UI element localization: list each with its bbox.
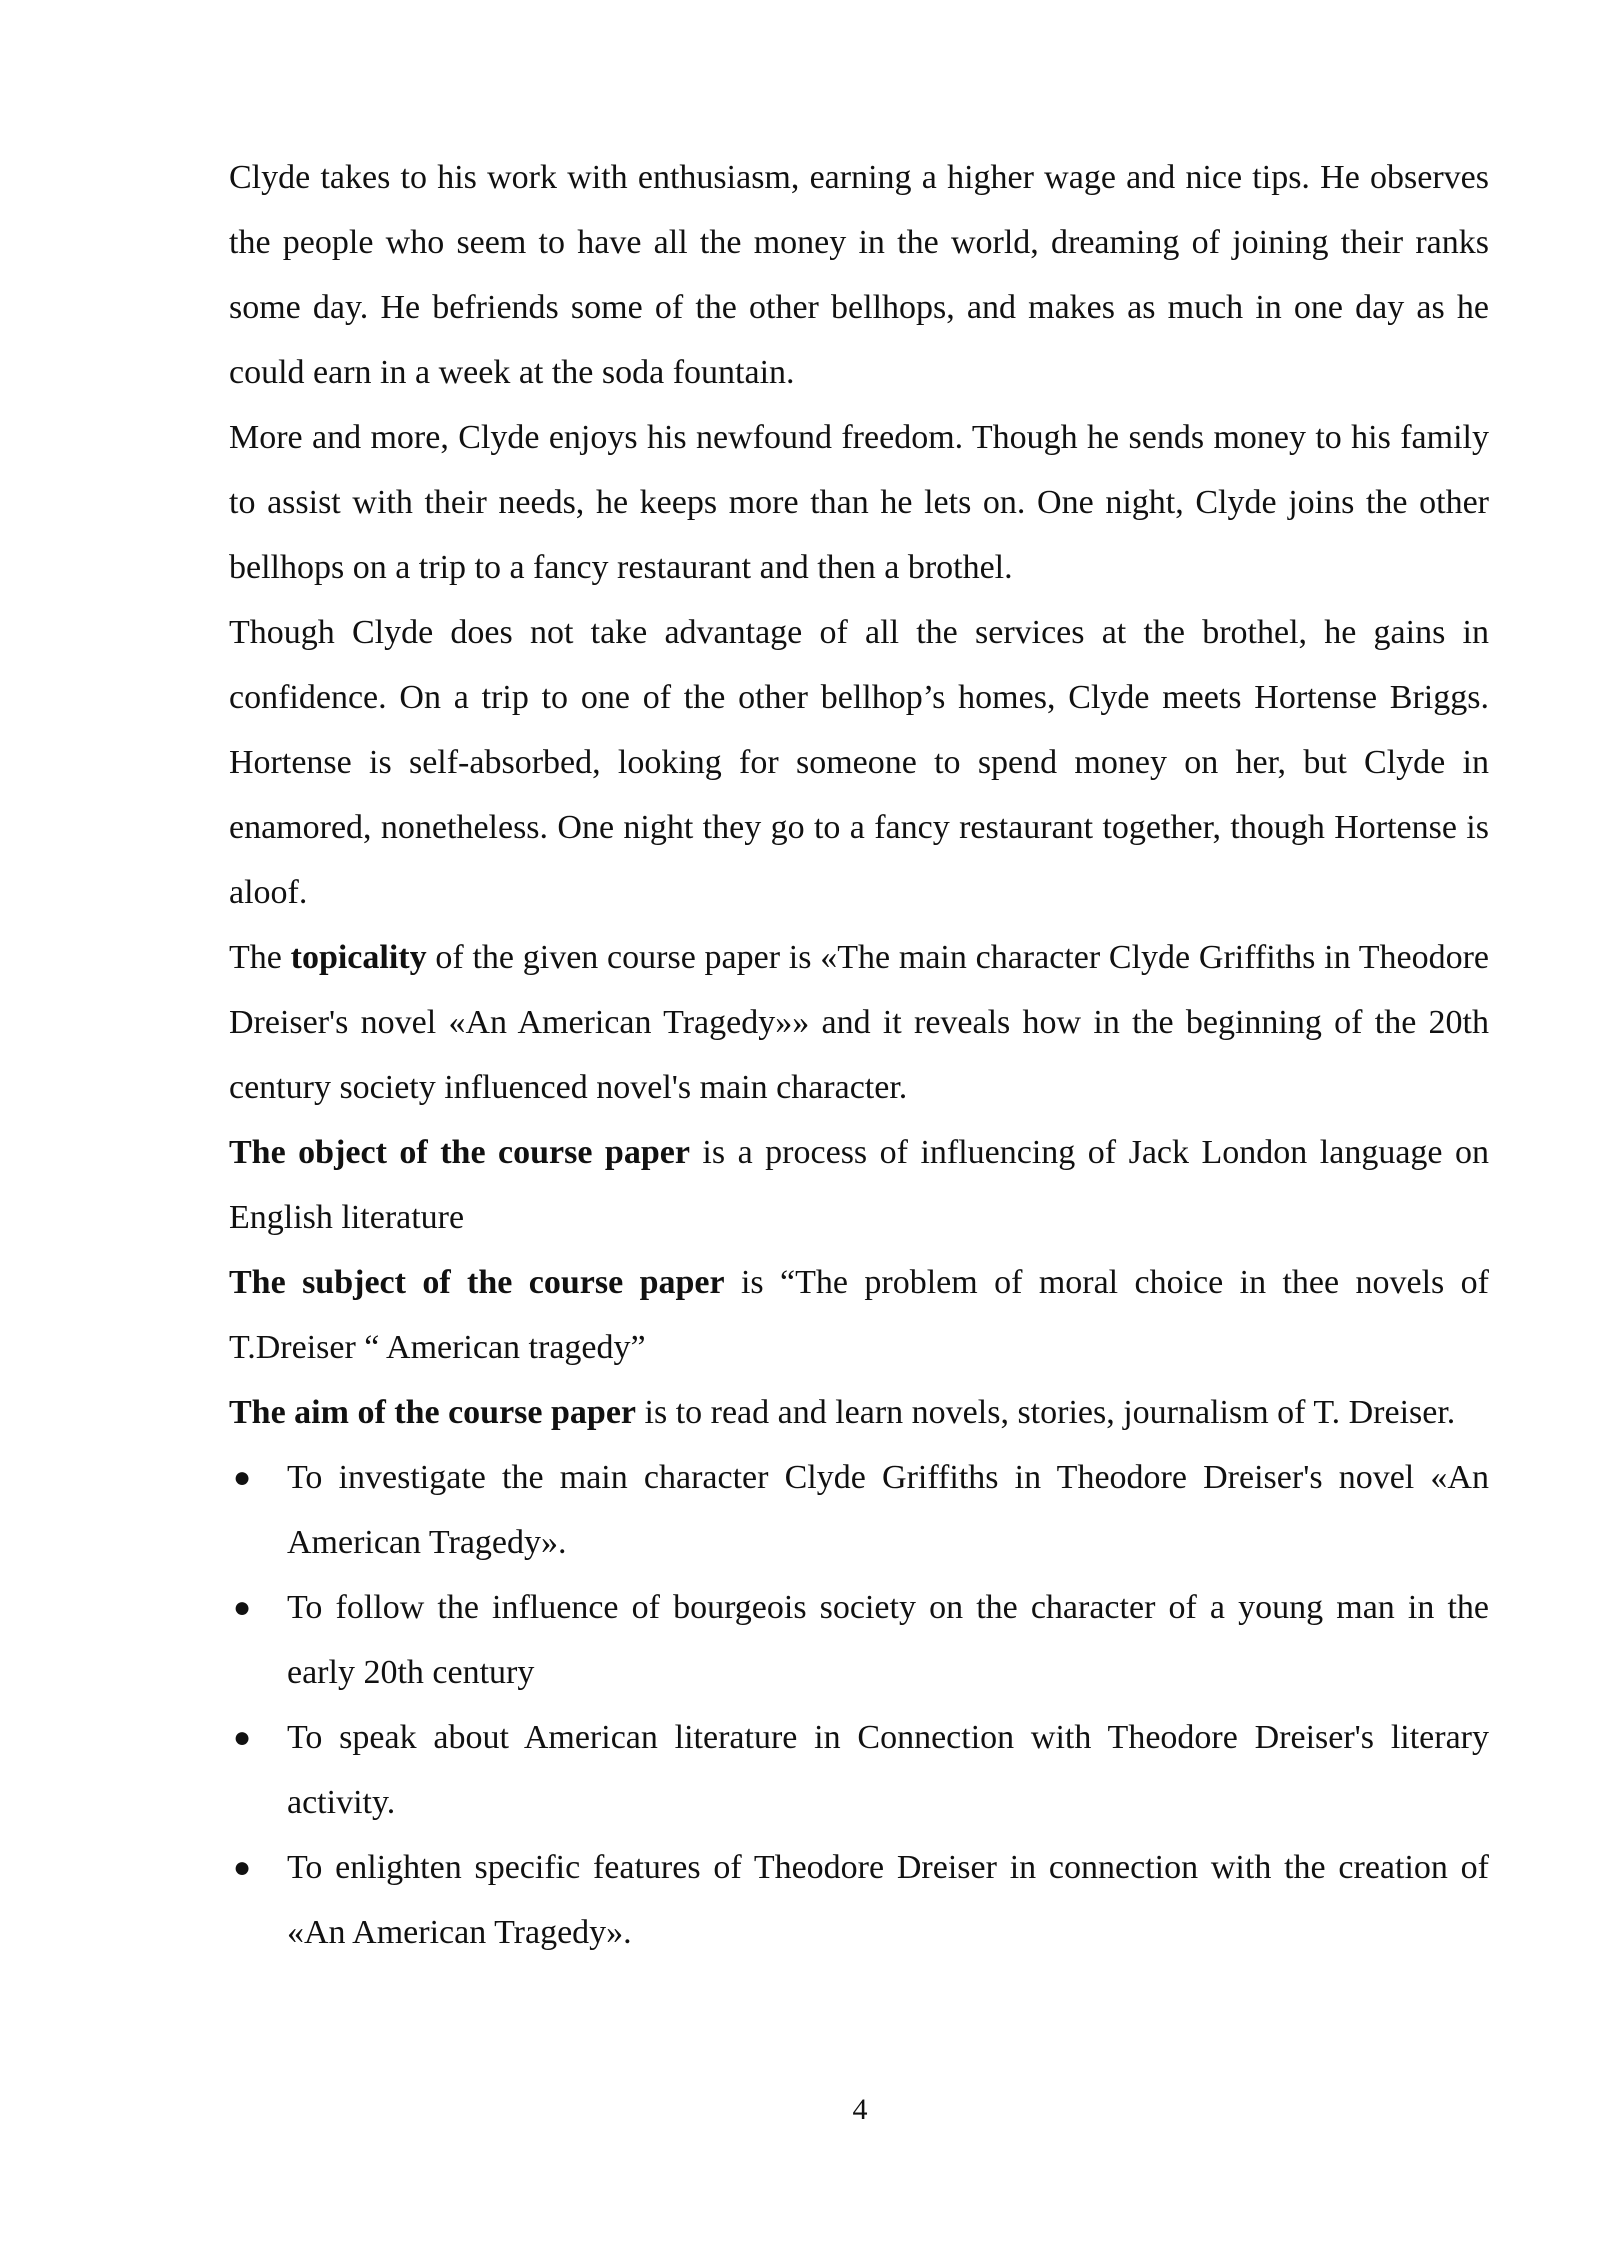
paragraph-aim bbox=[229, 1380, 1489, 1445]
page-number: 4 bbox=[852, 2093, 868, 2126]
list-item-text: To follow the influence of bourgeois society on the character of a young man in the early 20th century bbox=[287, 1589, 1489, 1691]
tasks-list bbox=[229, 1445, 1489, 1965]
subject-text: is “The problem of moral choice in thee novels of T.Dreiser “ American tragedy” bbox=[229, 1264, 1489, 1366]
topicality-text: of the given course paper is «The main character Clyde Griffiths in Theodore Dreiser's novel «An American Tragedy»» and it reveals how in the beginning of the 20th century society influenced novel's main character. bbox=[229, 939, 1490, 1106]
list-item bbox=[229, 1835, 1489, 1965]
list-item bbox=[229, 1705, 1489, 1835]
aim-term: The aim of the course paper bbox=[229, 1394, 637, 1431]
bullet-icon: ● bbox=[233, 1851, 252, 1884]
list-item-text: To enlighten specific features of Theodore Dreiser in connection with the creation of «An American Tragedy». bbox=[287, 1849, 1489, 1951]
bullet-icon: ● bbox=[233, 1591, 252, 1624]
list-item-text: To investigate the main character Clyde Griffiths in Theodore Dreiser's novel «An American Tragedy». bbox=[287, 1459, 1489, 1561]
bullet-icon: ● bbox=[233, 1721, 252, 1754]
paragraph-subject bbox=[229, 1250, 1489, 1380]
paragraph-clyde-freedom: More and more, Clyde enjoys his newfound freedom. Though he sends money to his family to assist with their needs, he keeps more than he lets on. One night, Clyde joins the other bellhops on a trip to a fancy restaurant and then a brothel. bbox=[229, 419, 1489, 586]
list-item-text: To speak about American literature in Connection with Theodore Dreiser's literary activity. bbox=[287, 1719, 1489, 1821]
paragraph-hortense: Though Clyde does not take advantage of all the services at the brothel, he gains in confidence. On a trip to one of the other bellhop’s homes, Clyde meets Hortense Briggs. Hortense is self-absorbed, looking for someone to spend money on her, but Clyde in enamored, nonetheless. One night they go to a fancy restaurant together, though Hortense is aloof. bbox=[229, 614, 1489, 911]
page-body bbox=[229, 145, 1489, 1965]
topicality-term: topicality bbox=[290, 939, 427, 976]
topicality-pre: The bbox=[229, 939, 291, 976]
list-item bbox=[229, 1445, 1489, 1575]
subject-term: The subject of the course paper bbox=[229, 1264, 725, 1301]
bullet-icon: ● bbox=[233, 1461, 252, 1494]
paragraph-clyde-work: Clyde takes to his work with enthusiasm, earning a higher wage and nice tips. He observes the people who seem to have all the money in the world, dreaming of joining their ranks some day. He befriends some of the other bellhops, and makes as much in one day as he could earn in a week at the soda fountain. bbox=[229, 159, 1489, 391]
paragraph-topicality bbox=[229, 925, 1489, 1120]
object-text: is a process of influencing of Jack London language on English literature bbox=[229, 1134, 1489, 1236]
paragraph-object bbox=[229, 1120, 1489, 1250]
aim-text: is to read and learn novels, stories, journalism of T. Dreiser. bbox=[636, 1394, 1456, 1431]
list-item bbox=[229, 1575, 1489, 1705]
object-term: The object of the course paper bbox=[229, 1134, 690, 1171]
